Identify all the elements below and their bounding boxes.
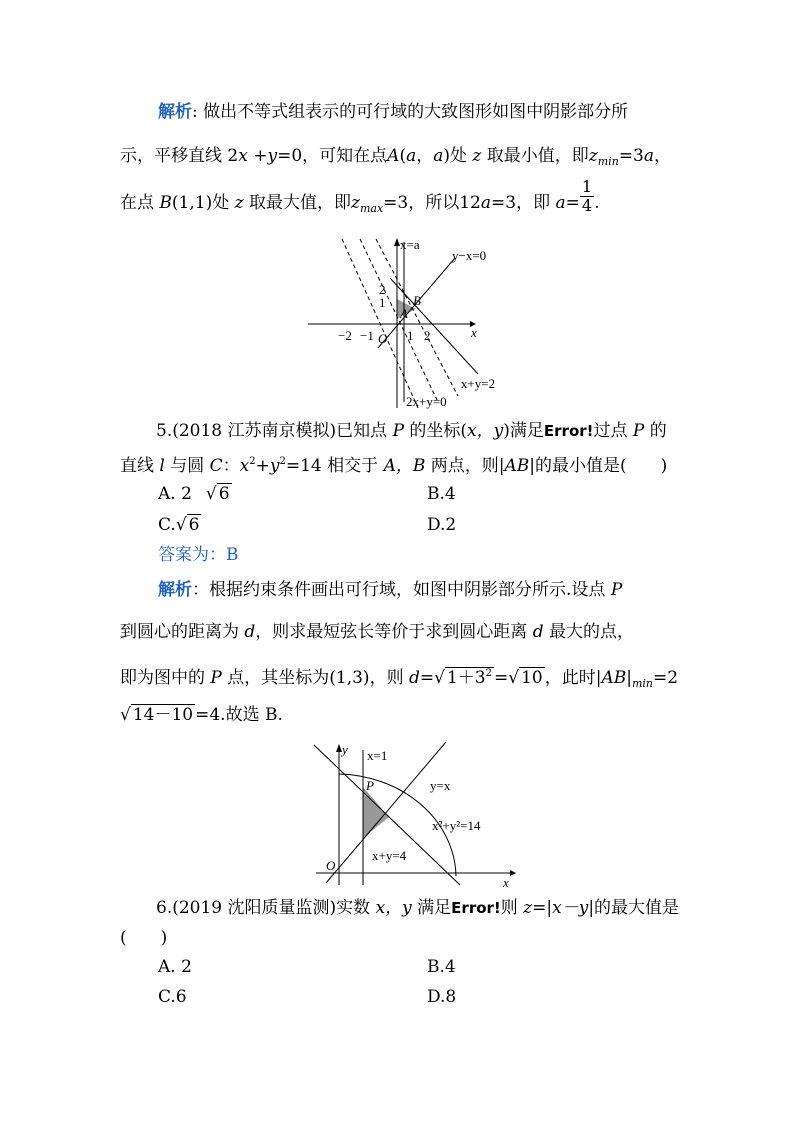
text: 示，平移直线 2 — [120, 146, 239, 166]
dashed-line-3 — [376, 239, 458, 396]
var: AB — [601, 668, 627, 688]
q5-option-D[interactable] — [427, 515, 456, 535]
text: . — [594, 193, 600, 213]
error-text: Error! — [451, 899, 501, 917]
text: ： — [222, 456, 240, 476]
solution-1-line-1 — [158, 102, 628, 122]
option-label: D.8 — [427, 987, 457, 1007]
solution-2-line-1 — [158, 580, 622, 600]
option-label: D.2 — [427, 515, 457, 535]
text: 点，其坐标为(1,3)，则 — [221, 668, 409, 688]
var: z — [472, 146, 482, 166]
q5-answer — [158, 545, 239, 565]
denominator: 4 — [581, 196, 593, 215]
label-y: y — [342, 742, 348, 757]
radicand: 10 — [521, 668, 543, 688]
q5-option-C[interactable]: C.√ 6 — [158, 515, 200, 535]
q5-option-A[interactable]: A. 2 √ 6 — [158, 484, 230, 504]
solution-2-line-3: 即为图中的 P 点，其坐标为(1,3)，则 d=√ $1+3^2$ =√ 10 ，此时$|AB|_{min}=2$ — [120, 668, 679, 690]
text: ，此时| — [544, 668, 602, 688]
var: P — [210, 668, 222, 688]
label-origin: O — [378, 331, 388, 346]
label-x-plus-y: x+y=4 — [372, 848, 407, 863]
text: =3，即 — [491, 193, 556, 213]
var: z — [234, 193, 244, 213]
text: = — [493, 668, 509, 688]
text: = — [419, 668, 435, 688]
label-2x-plus-y: 2x+y=0 — [406, 394, 447, 409]
q6-option-A[interactable] — [158, 957, 192, 977]
var: x — [239, 456, 250, 476]
text: 两点，则| — [425, 456, 505, 476]
label-origin: O — [326, 858, 336, 873]
q5-line-2 — [120, 452, 667, 476]
text: 与圆 — [164, 456, 210, 476]
var: z — [588, 146, 598, 166]
text: ：根据约束条件画出可行域，如图中阴影部分所示.设点 — [192, 580, 611, 600]
q5-line-1 — [156, 421, 667, 441]
tick-label: −1 — [360, 328, 374, 343]
text: ， — [416, 146, 434, 166]
text: : 做出不等式组表示的可行域的大致图形如图中阴影部分所 — [192, 102, 629, 122]
option-label: B.4 — [427, 957, 456, 977]
var: y — [267, 146, 278, 166]
option-label: C. — [158, 515, 176, 535]
tick-label: −2 — [338, 328, 352, 343]
text: 过点 — [593, 421, 633, 441]
q5-option-B[interactable] — [427, 484, 456, 504]
line-x-plus-y — [390, 278, 478, 374]
var: A，B — [383, 456, 426, 476]
text: ， — [654, 146, 671, 166]
text: =3，所以12 — [383, 193, 481, 213]
subscript: min — [631, 677, 653, 690]
var: d — [408, 668, 420, 688]
text: 5.(2018 江苏南京模拟)已知点 — [156, 421, 393, 441]
var: x — [238, 146, 248, 166]
text: 的 — [644, 421, 667, 441]
line-x-plus-y — [314, 745, 460, 885]
var: AB — [504, 456, 530, 476]
var: x，y — [375, 898, 412, 918]
text: )满足 — [503, 421, 544, 441]
tick-label: 2 — [424, 328, 431, 343]
solution-1-line-2 — [120, 146, 671, 172]
label-point-A: A — [400, 306, 408, 321]
text: =| — [532, 898, 553, 918]
text: =4.故选 B. — [195, 705, 283, 725]
label-x-eq-1: x=1 — [367, 748, 388, 763]
text: 在点 — [120, 193, 160, 213]
var: a — [643, 146, 654, 166]
radicand: 6 — [218, 484, 230, 504]
text: )处 — [443, 146, 473, 166]
text: 最大的点， — [543, 622, 634, 642]
radicand — [445, 667, 494, 688]
var: d — [532, 622, 544, 642]
var: x，y — [467, 421, 504, 441]
q6-option-B[interactable] — [427, 957, 456, 977]
text: 到圆心的距离为 — [120, 622, 245, 642]
text: 1＋3 — [446, 668, 486, 688]
dashed-line-2 — [360, 239, 438, 402]
option-label: A. 2 — [158, 484, 192, 504]
tick-label: 1 — [379, 295, 386, 310]
var: l — [159, 456, 165, 476]
text: = — [565, 193, 580, 213]
label-x-plus-y: x+y=2 — [460, 376, 496, 391]
var: a — [555, 193, 566, 213]
superscript: 2 — [485, 668, 492, 679]
solution-2-line-2 — [120, 622, 634, 642]
text: | — [626, 668, 632, 688]
text: 直线 — [120, 456, 160, 476]
figure-2 — [310, 740, 530, 888]
text: =3 — [618, 146, 644, 166]
var: a — [433, 146, 444, 166]
text: =2 — [653, 668, 679, 688]
text: 满足 — [411, 898, 452, 918]
label-x-eq-a: x=a — [400, 237, 420, 252]
fraction — [580, 178, 594, 215]
text: =14 相交于 — [285, 456, 384, 476]
text: 6.(2019 沈阳质量监测)实数 — [156, 898, 376, 918]
text: ( — [399, 146, 407, 166]
solution-label: 解析 — [158, 580, 192, 600]
text: + — [255, 456, 270, 476]
option-label: B.4 — [427, 484, 456, 504]
text: ，则求最短弦长等价于求到圆心距离 — [255, 622, 533, 642]
q6-option-C[interactable] — [158, 987, 187, 1007]
superscript: 2 — [249, 456, 256, 467]
tick-label: 1 — [407, 328, 414, 343]
label-x: x — [503, 875, 509, 888]
superscript: 2 — [279, 456, 286, 467]
solution-2-line-4: √ 14－10 =4.故选 B. — [120, 705, 283, 725]
var: P — [632, 421, 645, 441]
tick-label: 2 — [379, 282, 386, 297]
label-x-axis: x — [471, 325, 477, 340]
text: =0，可知在点 — [277, 146, 388, 166]
radicand: 6 — [188, 515, 200, 535]
radicand: 14－10 — [132, 705, 194, 725]
q6-line-2 — [120, 928, 167, 948]
var: P — [392, 421, 405, 441]
var: z — [523, 898, 533, 918]
q6-line-1 — [156, 898, 679, 918]
text: + — [247, 146, 268, 166]
var: P — [610, 580, 623, 600]
text: ( ) — [120, 928, 168, 948]
var: y — [269, 456, 280, 476]
x-arrow — [510, 870, 516, 876]
text: 取最小值，即 — [481, 146, 589, 166]
q6-option-D[interactable] — [427, 987, 456, 1007]
text: (1,1)处 — [171, 193, 235, 213]
label-P: P — [366, 778, 374, 793]
subscript: max — [359, 202, 384, 215]
solution-1-line-3 — [120, 177, 600, 219]
figure-1 — [300, 236, 500, 412]
var: d — [244, 622, 256, 642]
label-circle: x²+y²=14 — [432, 818, 481, 833]
text: |的最小值是( ) — [529, 456, 668, 476]
text: |的最大值是 — [588, 898, 680, 918]
var: a — [406, 146, 417, 166]
var: a — [480, 193, 492, 213]
var: B — [159, 193, 172, 213]
label-y-eq-x: y=x — [430, 778, 451, 793]
numerator: 1 — [581, 177, 593, 196]
text: 则 — [500, 898, 524, 918]
label-point-B: B — [413, 293, 421, 308]
subscript: min — [597, 155, 619, 168]
var: C — [209, 456, 223, 476]
solution-label: 解析 — [158, 102, 192, 122]
answer-text: 答案为：B — [158, 545, 239, 565]
text: 取最大值，即 — [243, 193, 351, 213]
option-label: C.6 — [158, 987, 187, 1007]
label-y-minus-x: y−x=0 — [452, 248, 487, 263]
text: 的坐标( — [404, 421, 468, 441]
var: z — [351, 193, 360, 213]
var: x－y — [552, 898, 589, 918]
var: A — [387, 146, 400, 166]
text: 即为图中的 — [120, 668, 211, 688]
option-label: A. 2 — [158, 957, 192, 977]
error-text: Error! — [543, 422, 594, 440]
